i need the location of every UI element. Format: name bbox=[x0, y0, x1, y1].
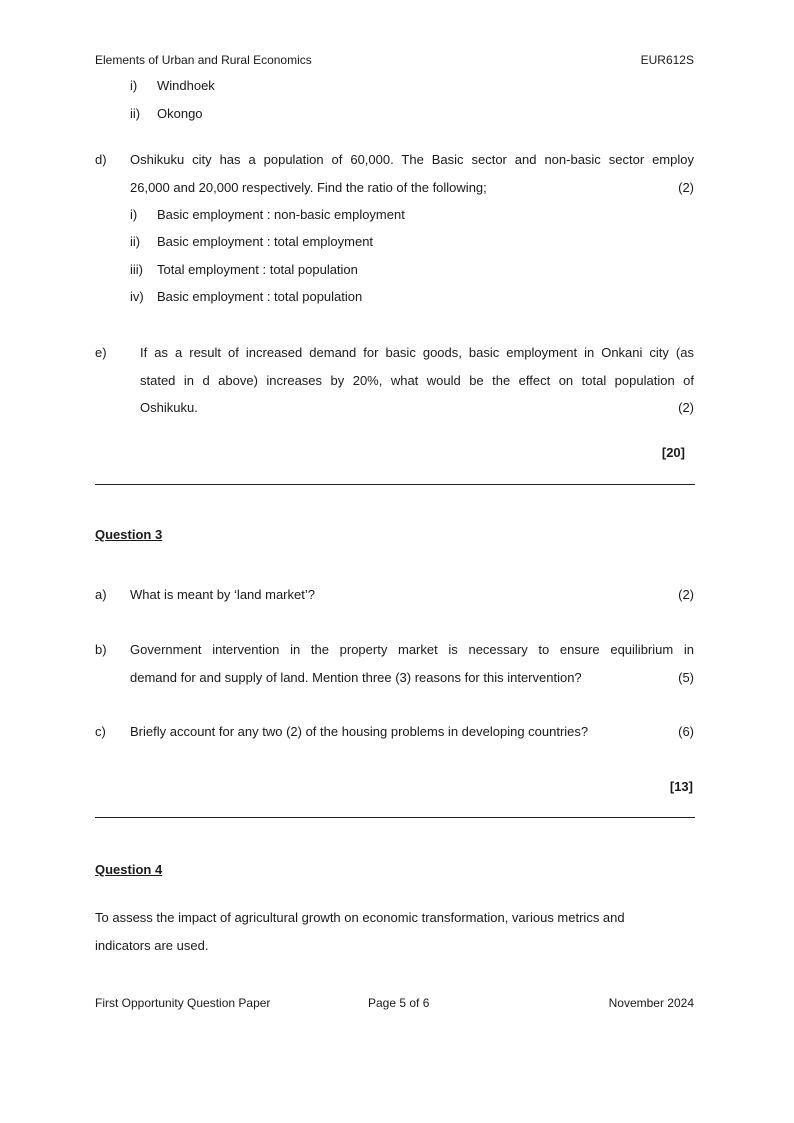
question-text: 26,000 and 20,000 respectively. Find the ratio of the following; bbox=[130, 180, 487, 195]
question-text: To assess the impact of agricultural growth on economic transformation, various metrics and bbox=[95, 910, 625, 925]
question-label: b) bbox=[95, 642, 107, 657]
item-text: Okongo bbox=[157, 106, 203, 121]
footer-date: November 2024 bbox=[608, 996, 694, 1010]
question-text: Oshikuku city has a population of 60,000. The Basic sector and non-basic sector employ bbox=[130, 152, 694, 167]
item-text: Windhoek bbox=[157, 78, 215, 93]
question-text: What is meant by ‘land market’? bbox=[130, 587, 315, 602]
item-text: Total employment : total population bbox=[157, 262, 358, 277]
item-text: Basic employment : total population bbox=[157, 289, 363, 304]
question-label: d) bbox=[95, 152, 107, 167]
item-label: i) bbox=[130, 78, 138, 93]
question-text: Oshikuku. bbox=[140, 400, 198, 415]
question-text: demand for and supply of land. Mention three (3) reasons for this intervention? bbox=[130, 670, 582, 685]
marks: (6) bbox=[678, 724, 694, 739]
item-label: iii) bbox=[130, 262, 143, 277]
item-text: Basic employment : total employment bbox=[157, 234, 374, 249]
marks: (2) bbox=[678, 587, 694, 602]
question-text: Briefly account for any two (2) of the housing problems in developing countries? bbox=[130, 724, 589, 739]
section-title: Question 3 bbox=[95, 527, 163, 542]
marks: (2) bbox=[678, 400, 694, 415]
footer-left: First Opportunity Question Paper bbox=[95, 996, 271, 1010]
item-label: iv) bbox=[130, 289, 144, 304]
question-text: stated in d above) increases by 20%, what would be the effect on total population of bbox=[140, 373, 694, 388]
question-text: indicators are used. bbox=[95, 938, 209, 953]
question-label: c) bbox=[95, 724, 106, 739]
section-title: Question 4 bbox=[95, 862, 163, 877]
divider bbox=[95, 484, 695, 485]
question-text: If as a result of increased demand for basic goods, basic employment in Onkani city (as bbox=[140, 345, 694, 360]
item-text: Basic employment : non-basic employment bbox=[157, 207, 405, 222]
marks: (2) bbox=[678, 180, 694, 195]
section-total: [20] bbox=[661, 445, 685, 460]
item-label: ii) bbox=[130, 234, 141, 249]
question-label: e) bbox=[95, 345, 107, 360]
course-title: Elements of Urban and Rural Economics bbox=[95, 53, 312, 67]
question-label: a) bbox=[95, 587, 107, 602]
footer-page-number: Page 5 of 6 bbox=[368, 996, 430, 1010]
divider bbox=[95, 817, 695, 818]
marks: (5) bbox=[678, 670, 694, 685]
course-code: EUR612S bbox=[640, 53, 694, 67]
item-label: ii) bbox=[130, 106, 141, 121]
item-label: i) bbox=[130, 207, 138, 222]
section-total: [13] bbox=[669, 779, 693, 794]
question-text: Government intervention in the property market is necessary to ensure equilibrium in bbox=[130, 642, 694, 657]
